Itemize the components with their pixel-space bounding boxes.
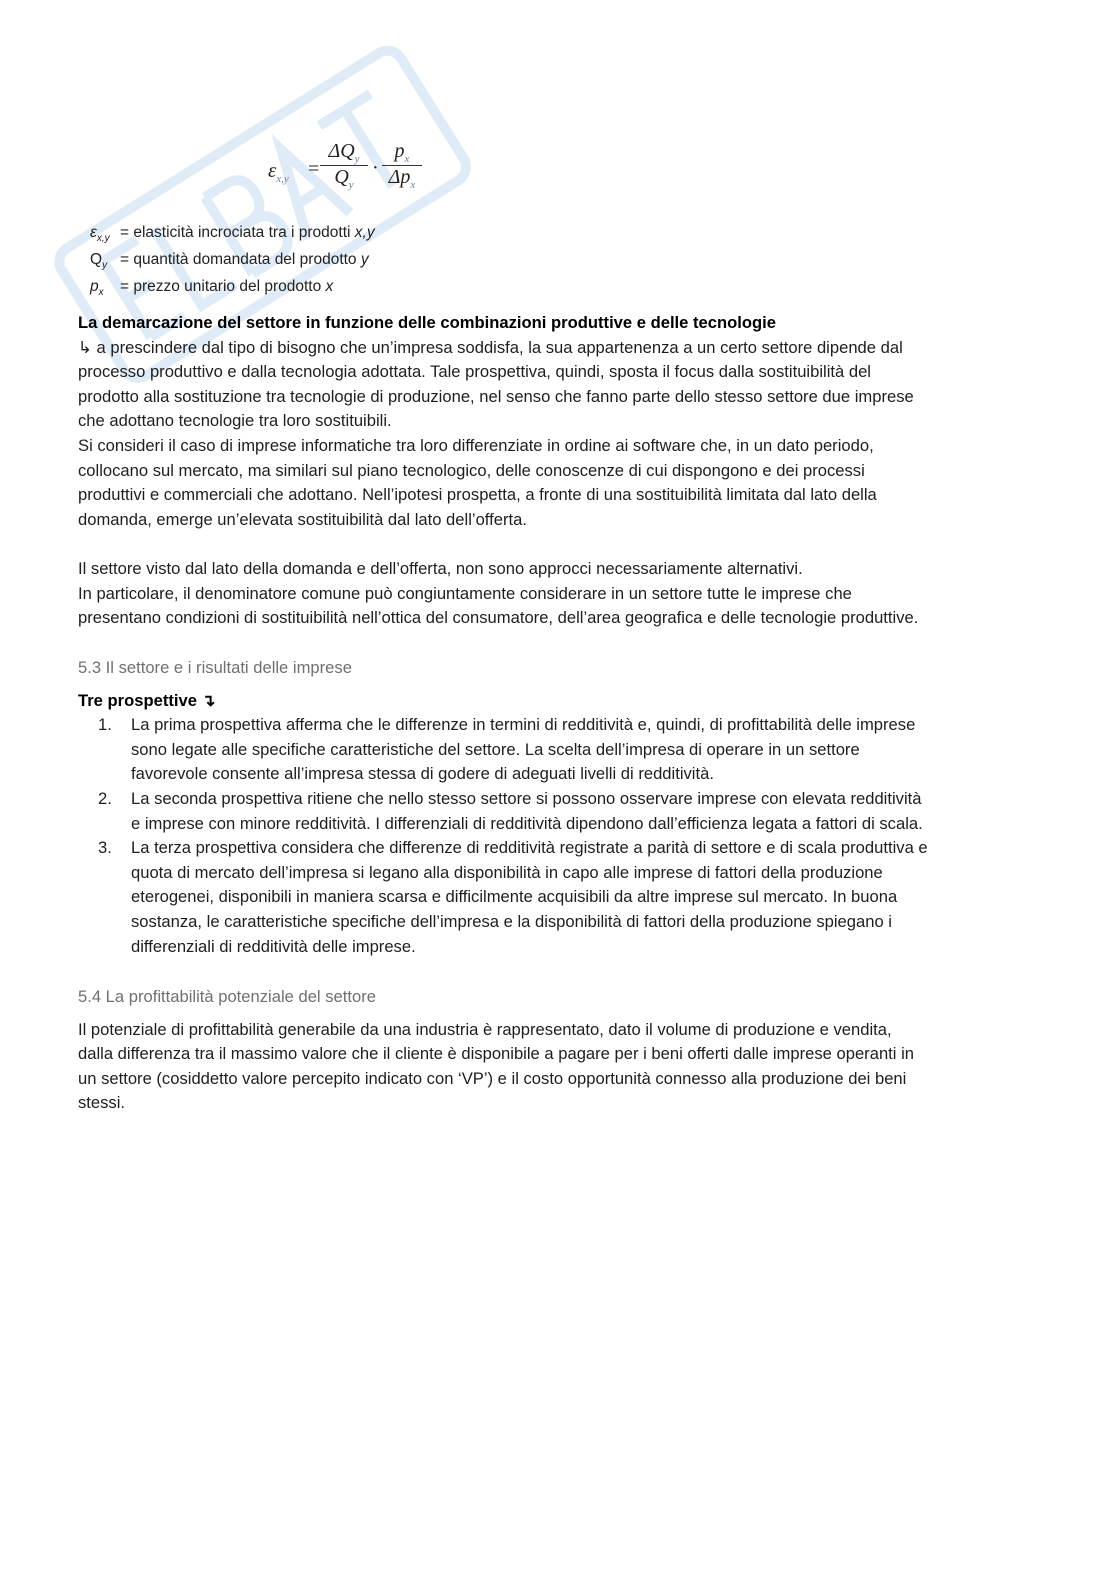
legend-row: $Q_y$ = quantità domandata del prodotto y (90, 251, 369, 272)
section-title: 5.4 La profittabilità potenziale del settore (78, 987, 376, 1006)
paragraph: ↳ a prescindere dal tipo di bisogno che un’impresa soddisfa, la sua appartenenza a un certo settore dipende dal processo produttivo e dalla tecnologia adottata. Tale prospettiva, quindi, sposta il focus dalla sostituibilità del prodotto alla sostituzione tra tecnologie di produzione, nel senso che fanno parte dello stesso settore due imprese che adottano tecnologie tra loro sostituibili. (78, 337, 914, 431)
perspectives-list (78, 713, 1043, 959)
formula-fraction-quantity: $\Delta Q_y$ $Q_y$ (320, 140, 368, 191)
section-title: 5.3 Il settore e i risultati delle imprese (78, 658, 352, 677)
list-item: 2. La seconda prospettiva ritiene che nello stesso settore si possono osservare imprese con elevata redditività e imprese con minore redditività. I differenziali di redditività dipendono dall’efficienza legata a fattori di scala. (98, 788, 923, 833)
cross-elasticity-formula (268, 140, 418, 202)
section-demarcazione (78, 311, 1043, 631)
section-5-4 (78, 985, 1043, 1116)
list-item: 1. La prima prospettiva afferma che le differenze in termini di redditività e, quindi, di profittabilità delle imprese sono legate alle specifiche caratteristiche del settore. La scelta dell’impresa di operare in un settore favorevole consente all’impresa stessa di godere di adeguati livelli di redditività. (98, 715, 916, 784)
legend-row: $\varepsilon_{x,y}$ = elasticità incrociata tra i prodotti x,y (90, 224, 375, 245)
paragraph: Si consideri il caso di imprese informatiche tra loro differenziate in ordine ai software che, in un dato periodo, collocano sul mercato, ma similari sul piano tecnologico, delle conoscenze di cui dispongono e dei processi produttivi e commerciali che adottano. Nell’ipotesi prospetta, a fronte di una sostituibilità limitata dal lato della domanda, emerge un’elevata sostituibilità dal lato dell’offerta. (78, 435, 877, 529)
subheading: Tre prospettive ↴ (78, 690, 216, 710)
formula-equals: = (308, 158, 320, 180)
legend-row: $p_x$ = prezzo unitario del prodotto x (90, 278, 334, 299)
section-heading: La demarcazione del settore in funzione delle combinazioni produttive e delle tecnologie (78, 313, 776, 332)
section-5-3 (78, 656, 1043, 959)
paragraph: Il settore visto dal lato della domanda e dell’offerta, non sono approcci necessariamente alternativi. (78, 558, 803, 578)
formula-dot: · (372, 157, 379, 179)
paragraph: In particolare, il denominatore comune può congiuntamente considerare in un settore tutte le imprese che presentano condizioni di sostituibilità nell’ottica del consumatore, dell’area geografica e delle tecnologie produttive. (78, 583, 919, 628)
paragraph: Il potenziale di profittabilità generabile da una industria è rappresentato, dato il volume di produzione e vendita, dalla differenza tra il massimo valore che il cliente è disponibile a pagare per i beni offerti dalle imprese operanti in un settore (cosiddetto valore percepito indicato con ‘VP’) e il costo opportunità connesso alla produzione dei beni stessi. (78, 1019, 914, 1113)
formula-lhs: $\varepsilon_{x,y}$ (268, 158, 289, 186)
formula-legend (90, 222, 375, 303)
formula-fraction-price: $p_x$ $\Delta p_x$ (382, 140, 422, 191)
list-item: 3. La terza prospettiva considera che differenze di redditività registrate a parità di settore e di scala produttiva e quota di mercato dell’impresa si legano alla disponibilità in capo alle imprese di fattori della produzione eterogenei, disponibili in maniera scarsa e difficilmente acquisibili da altre imprese sul mercato. In buona sostanza, le caratteristiche specifiche dell’impresa e la disponibilità di fattori della produzione spiegano i differenziali di redditività delle imprese. (98, 838, 928, 956)
